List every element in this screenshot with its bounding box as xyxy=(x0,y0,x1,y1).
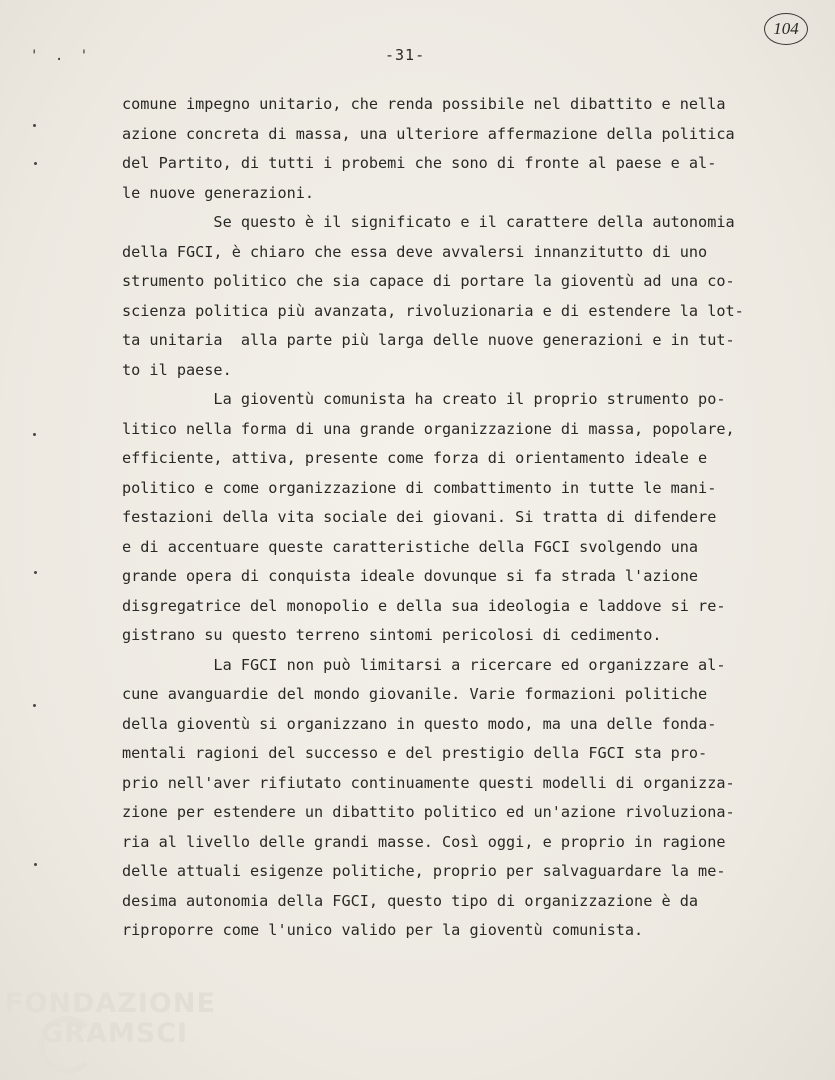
text-line: riproporre come l'unico valido per la gioventù comunista. xyxy=(122,921,644,939)
text-line: desima autonomia della FGCI, questo tipo di organizzazione è da xyxy=(122,891,699,910)
text-line: e di accentuare queste caratteristiche della FGCI svolgendo una xyxy=(122,537,699,556)
text-line: del Partito, di tutti i probemi che sono di fronte al paese e al- xyxy=(122,154,717,172)
text-line: festazioni della vita sociale dei giovani. Si tratta di difendere xyxy=(122,508,717,526)
text-line: della FGCI, è chiaro che essa deve avvalersi innanzitutto di uno xyxy=(122,242,708,261)
archive-number-stamp xyxy=(764,13,808,45)
text-line: politico e come organizzazione di combattimento in tutte le mani- xyxy=(122,478,717,497)
text-line: to il paese. xyxy=(122,360,232,379)
text-line: gistrano su questo terreno sintomi pericolosi di cedimento. xyxy=(122,626,662,644)
watermark-line-2: GRAMSCI xyxy=(41,1018,189,1049)
text-line: disgregatrice del monopolio e della sua ideologia e laddove si re- xyxy=(122,596,726,615)
margin-dot xyxy=(33,704,36,707)
text-line: le nuove generazioni. xyxy=(122,183,315,202)
text-line: efficiente, attiva, presente come forza di orientamento ideale e xyxy=(122,449,708,467)
text-line: scienza politica più avanzata, rivoluzionaria e di estendere la lot- xyxy=(122,301,744,320)
text-line: La FGCI non può limitarsi a ricercare ed organizzare al- xyxy=(122,655,726,674)
watermark-logo xyxy=(5,990,216,1047)
text-line: prio nell'aver rifiutato continuamente questi modelli di organizza- xyxy=(122,773,735,792)
text-line: ria al livello delle grandi masse. Così oggi, e proprio in ragione xyxy=(122,832,726,851)
text-line: mentali ragioni del successo e del prestigio della FGCI sta pro- xyxy=(122,744,708,762)
text-line: cune avanguardie del mondo giovanile. Varie formazioni politiche xyxy=(122,685,708,703)
watermark-line-1: FONDAZIONE xyxy=(5,988,216,1019)
archive-number: 104 xyxy=(773,19,799,38)
text-line: grande opera di conquista ideale dovunque si fa strada l'azione xyxy=(122,567,699,585)
text-line: comune impegno unitario, che renda possibile nel dibattito e nella xyxy=(122,95,726,113)
margin-dot xyxy=(34,571,37,574)
margin-dot xyxy=(34,863,37,866)
corner-marks: ' . ' xyxy=(30,48,93,64)
text-line: litico nella forma di una grande organizzazione di massa, popolare, xyxy=(122,419,735,438)
text-line: della gioventù si organizzano in questo modo, ma una delle fonda- xyxy=(122,714,717,733)
page-number: -31- xyxy=(385,46,426,64)
margin-dot xyxy=(33,124,36,127)
text-line: azione concreta di massa, una ulteriore affermazione della politica xyxy=(122,124,735,143)
text-line: ta unitaria alla parte più larga delle nuove generazioni e in tut- xyxy=(122,331,735,349)
text-line: strumento politico che sia capace di portare la gioventù ad una co- xyxy=(122,272,735,290)
text-line: delle attuali esigenze politiche, proprio per salvaguardare la me- xyxy=(122,862,726,880)
typed-body-text xyxy=(122,90,802,946)
margin-dot xyxy=(34,162,37,165)
text-line: La gioventù comunista ha creato il proprio strumento po- xyxy=(122,390,726,408)
margin-dot xyxy=(33,433,36,436)
text-line: zione per estendere un dibattito politico ed un'azione rivoluziona- xyxy=(122,803,735,821)
text-line: Se questo è il significato e il carattere della autonomia xyxy=(122,213,735,231)
